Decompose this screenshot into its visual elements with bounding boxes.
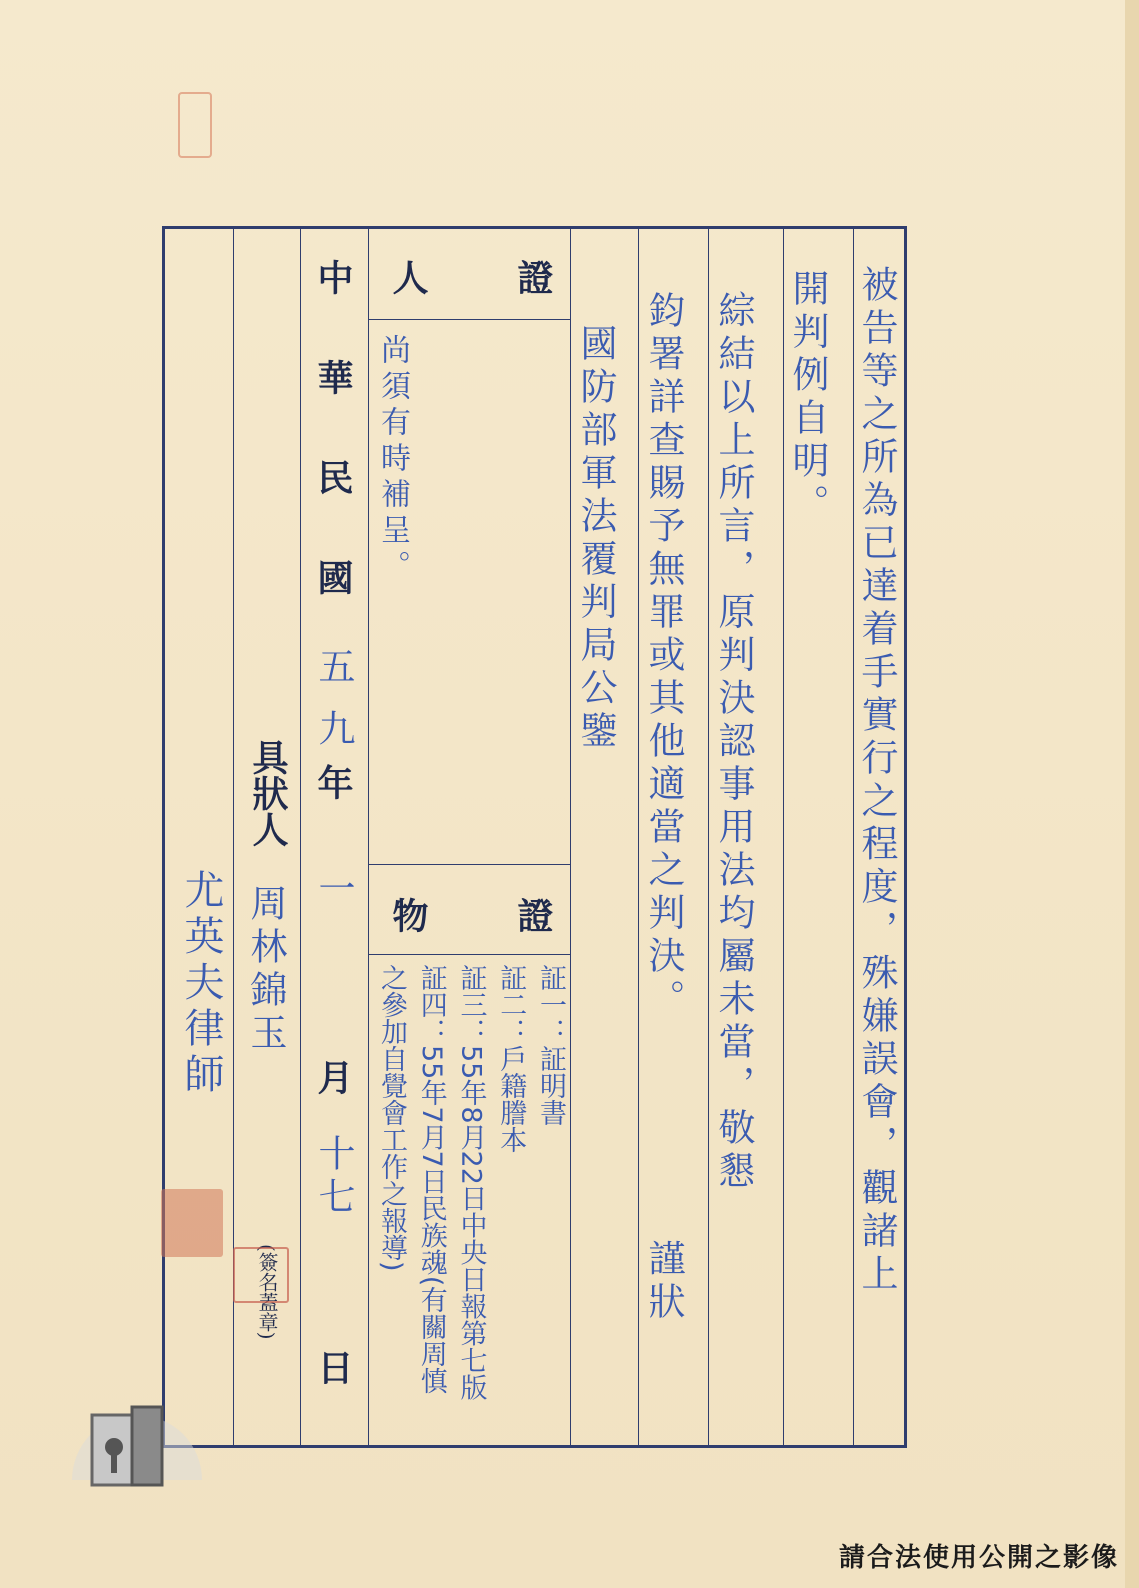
evidence-item: 証一：証明書	[535, 964, 566, 1126]
column-divider	[570, 229, 571, 1445]
date-year-digit: 五	[312, 647, 355, 690]
body-line-1: 被告等之所為已達着手實行之程度，殊嫌誤會，觀諸上	[855, 265, 898, 1297]
evidence-item: 証四：55年7月7日民族魂(有關周慎	[415, 964, 447, 1395]
column-divider	[638, 229, 639, 1445]
paper-edge	[1125, 0, 1139, 1588]
column-divider	[783, 229, 784, 1445]
evidence-item: 之參加自覺會工作之報導)	[376, 964, 407, 1272]
petition-form	[162, 226, 907, 1448]
petitioner-seal	[233, 1247, 289, 1303]
date-char: 中	[312, 259, 354, 295]
date-month-label: 月	[312, 1059, 354, 1095]
witness-header-line	[368, 319, 570, 320]
column-divider	[708, 229, 709, 1445]
addressee: 國防部軍法覆判局公鑒	[574, 324, 617, 754]
witness-header: 證	[512, 259, 554, 295]
body-line-4: 鈞署詳查賜予無罪或其他適當之判決。	[642, 291, 685, 1022]
date-month-value: 一	[312, 869, 355, 912]
petitioner-name: 周林錦玉	[244, 884, 287, 1056]
evidence-item: 証三：55年8月22日中央日報第七版	[455, 964, 487, 1401]
date-year-digit: 九	[312, 709, 355, 752]
lawyer-name: 尤英夫律師	[178, 869, 224, 1099]
evidence-header: 證	[512, 897, 554, 933]
lawyer-seal	[161, 1189, 223, 1257]
date-year-label: 年	[312, 764, 354, 800]
body-line-3: 綜結以上所言，原判決認事用法均屬未當，敬懇	[712, 291, 755, 1194]
signature-note: (簽名蓋章)	[255, 1244, 279, 1340]
petitioner-label: 具狀人	[247, 739, 289, 847]
column-divider	[853, 229, 854, 1445]
evidence-item: 証二：戶籍謄本	[495, 964, 527, 1153]
column-divider	[300, 229, 301, 1445]
witness-header-2: 人	[387, 259, 429, 295]
date-char: 國	[312, 559, 354, 595]
archive-logo	[72, 1385, 202, 1495]
date-char: 華	[312, 359, 354, 395]
usage-watermark: 請合法使用公開之影像	[838, 1543, 1119, 1573]
evidence-list	[377, 964, 567, 1434]
column-divider	[368, 229, 369, 1445]
body-closing: 謹狀	[642, 1239, 685, 1325]
body-line-2: 開判例自明。	[786, 269, 829, 527]
date-day-label: 日	[312, 1349, 354, 1385]
evidence-header-line	[368, 954, 570, 955]
evidence-header-2: 物	[387, 897, 429, 933]
section-divider-line	[368, 864, 570, 865]
faded-stamp	[178, 92, 212, 158]
date-day-value: 十七	[312, 1134, 355, 1220]
date-char: 民	[312, 459, 354, 495]
witness-entry: 尚須有時補呈。	[375, 334, 410, 586]
